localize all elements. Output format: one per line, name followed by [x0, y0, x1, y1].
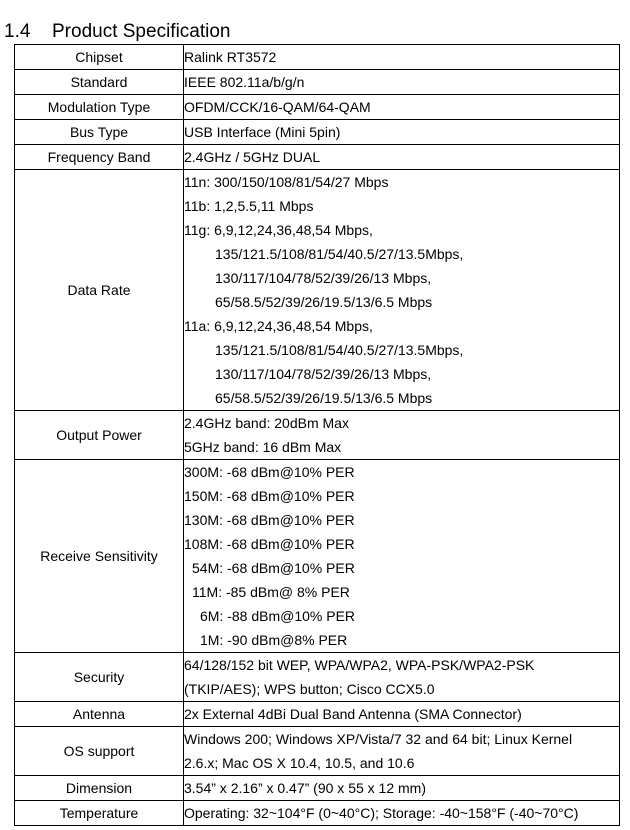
value-line: 130/117/104/78/52/39/26/13 Mbps,	[215, 270, 432, 286]
row-value	[184, 411, 620, 460]
value-line: 2.4GHz / 5GHz DUAL	[184, 149, 321, 165]
spec-row-os-support	[15, 727, 620, 776]
section-title: Product Specification	[52, 21, 231, 42]
row-label: Output Power	[15, 411, 184, 460]
row-value	[184, 70, 620, 95]
row-label: Frequency Band	[15, 145, 184, 170]
row-value	[184, 95, 620, 120]
value-line: 130M: -68 dBm@10% PER	[184, 512, 355, 528]
value-line: 65/58.5/52/39/26/19.5/13/6.5 Mbps	[215, 294, 433, 310]
value-line: 6M: -88 dBm@10% PER	[200, 608, 356, 624]
row-label: OS support	[15, 727, 184, 776]
value-line: 1M: -90 dBm@8% PER	[200, 632, 348, 648]
row-value	[184, 460, 620, 653]
value-line: OFDM/CCK/16-QAM/64-QAM	[184, 99, 371, 115]
spec-row-data-rate	[15, 170, 620, 411]
row-label: Bus Type	[15, 120, 184, 145]
row-label: Modulation Type	[15, 95, 184, 120]
value-line: 108M: -68 dBm@10% PER	[184, 536, 355, 552]
row-value	[184, 120, 620, 145]
value-line: 11M: -85 dBm@ 8% PER	[192, 584, 350, 600]
row-value	[184, 776, 620, 801]
value-line: 135/121.5/108/81/54/40.5/27/13.5Mbps,	[215, 246, 464, 262]
row-label: Dimension	[15, 776, 184, 801]
value-line: Ralink RT3572	[184, 49, 277, 65]
row-label: Temperature	[15, 801, 184, 826]
row-label: Chipset	[15, 45, 184, 70]
value-line: 2x External 4dBi Dual Band Antenna (SMA Connector)	[184, 706, 522, 722]
row-label: Security	[15, 653, 184, 702]
value-line: (TKIP/AES); WPS button; Cisco CCX5.0	[184, 681, 435, 697]
row-label: Data Rate	[15, 170, 184, 411]
row-value	[184, 801, 620, 826]
value-line: 11a: 6,9,12,24,36,48,54 Mbps,	[184, 318, 373, 334]
value-line: IEEE 802.11a/b/g/n	[184, 74, 305, 90]
value-line: 5GHz band: 16 dBm Max	[184, 439, 342, 455]
spec-row-frequency-band	[15, 145, 620, 170]
value-line: 11n: 300/150/108/81/54/27 Mbps	[184, 174, 389, 190]
row-value	[184, 702, 620, 727]
value-line: 2.6.x; Mac OS X 10.4, 10.5, and 10.6	[184, 755, 415, 771]
value-line: 2.4GHz band: 20dBm Max	[184, 415, 349, 431]
section-number: 1.4	[4, 21, 31, 42]
row-value	[184, 653, 620, 702]
value-line: 130/117/104/78/52/39/26/13 Mbps,	[215, 366, 432, 382]
spec-row-chipset	[15, 45, 620, 70]
row-label: Receive Sensitivity	[15, 460, 184, 653]
value-line: Windows 200; Windows XP/Vista/7 32 and 64 bit; Linux Kernel	[184, 731, 573, 747]
value-line: 65/58.5/52/39/26/19.5/13/6.5 Mbps	[215, 390, 433, 406]
value-line: 11g: 6,9,12,24,36,48,54 Mbps,	[184, 222, 373, 238]
spec-table	[14, 44, 620, 826]
row-value	[184, 727, 620, 776]
section-heading	[4, 20, 231, 44]
value-line: 11b: 1,2,5.5,11 Mbps	[184, 198, 314, 214]
value-line: 300M: -68 dBm@10% PER	[184, 464, 355, 480]
spec-row-output-power	[15, 411, 620, 460]
value-line: 150M: -68 dBm@10% PER	[184, 488, 355, 504]
spec-row-modulation-type	[15, 95, 620, 120]
row-label: Antenna	[15, 702, 184, 727]
spec-row-receive-sensitivity	[15, 460, 620, 653]
spec-row-temperature	[15, 801, 620, 826]
row-label: Standard	[15, 70, 184, 95]
row-value	[184, 45, 620, 70]
spec-row-antenna	[15, 702, 620, 727]
value-line: Operating: 32~104°F (0~40°C); Storage: -40~158°F (-40~70°C)	[184, 805, 579, 821]
spec-row-bus-type	[15, 120, 620, 145]
value-line: 54M: -68 dBm@10% PER	[192, 560, 355, 576]
value-line: 135/121.5/108/81/54/40.5/27/13.5Mbps,	[215, 342, 464, 358]
row-value	[184, 170, 620, 411]
value-line: 64/128/152 bit WEP, WPA/WPA2, WPA-PSK/WPA2-PSK	[184, 657, 535, 673]
spec-row-standard	[15, 70, 620, 95]
value-line: USB Interface (Mini 5pin)	[184, 124, 341, 140]
row-value	[184, 145, 620, 170]
spec-row-dimension	[15, 776, 620, 801]
spec-row-security	[15, 653, 620, 702]
value-line: 3.54” x 2.16” x 0.47” (90 x 55 x 12 mm)	[184, 780, 426, 796]
